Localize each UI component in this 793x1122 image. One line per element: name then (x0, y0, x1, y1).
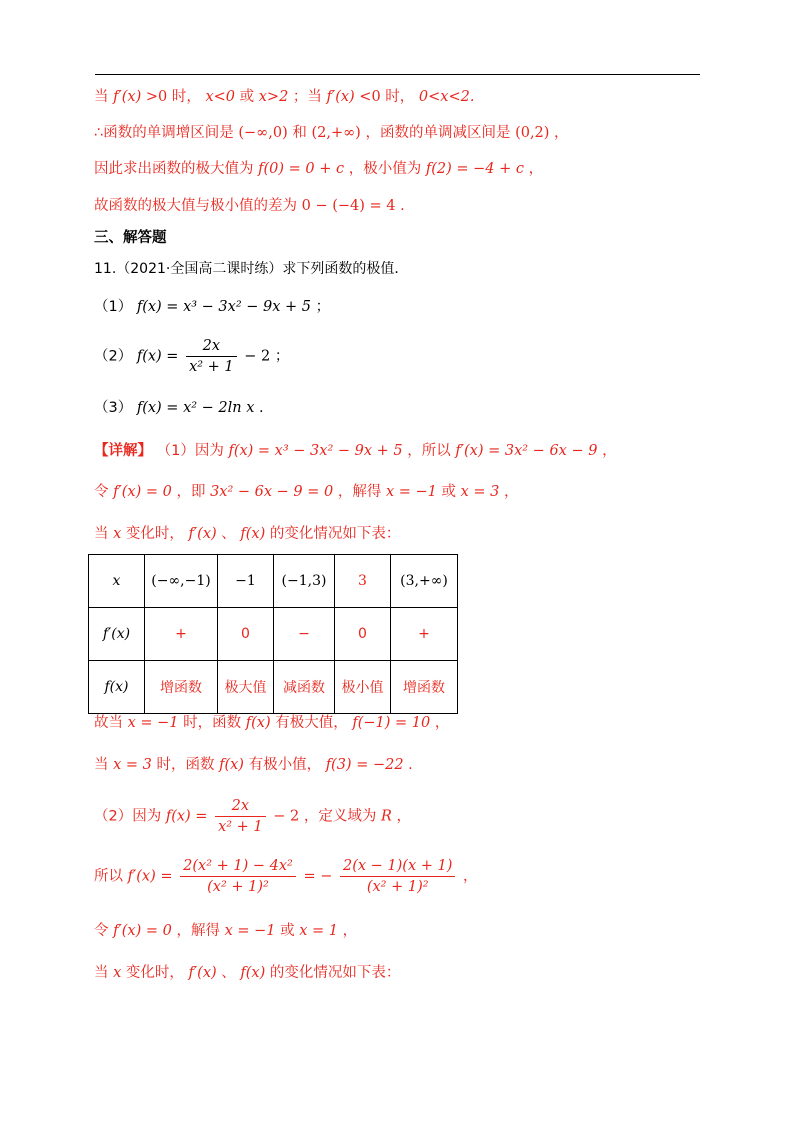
table-cell: + (391, 608, 458, 661)
text: . (400, 198, 405, 214)
solution-line-6 (94, 796, 411, 837)
text: ；当 (292, 89, 322, 105)
math: f(−1) = 10 (352, 715, 431, 731)
text: 令 (94, 923, 109, 939)
text: ， (504, 484, 519, 500)
continuation-line-1 (94, 86, 474, 108)
table-row (89, 608, 458, 661)
table-cell: 极大值 (218, 661, 274, 714)
solution-line-9 (94, 962, 400, 984)
text: 或 (280, 923, 295, 939)
table-row (89, 555, 458, 608)
fraction-denominator: (x² + 1)² (180, 876, 296, 897)
table-cell: 增函数 (391, 661, 458, 714)
text: 当 (94, 757, 109, 773)
math: 0<x<2. (418, 89, 475, 105)
math: x (113, 965, 122, 981)
table-cell: (−∞,−1) (145, 555, 218, 608)
math: f(x) = (136, 348, 179, 365)
math: f(x) = (165, 808, 208, 825)
header-rule (95, 74, 700, 75)
text: 当 (94, 89, 109, 105)
math: 0 − (−4) = 4 (301, 198, 396, 214)
solution-line-7 (94, 856, 478, 897)
text: ，即 (176, 484, 206, 500)
table-cell: 极小值 (335, 661, 391, 714)
math: f(2) = −4 + c (425, 161, 524, 177)
text: ，解得 (337, 484, 382, 500)
text: ，函数的单调减区间是 (365, 125, 511, 141)
text: 当 (94, 526, 109, 542)
table-cell: 增函数 (145, 661, 218, 714)
table-cell: −1 (218, 555, 274, 608)
fraction-numerator: 2(x² + 1) − 4x² (183, 858, 293, 874)
math: f(x) (240, 526, 266, 542)
math: x = −1 (127, 715, 179, 731)
text: ， (463, 868, 478, 885)
fraction (186, 336, 237, 377)
part-label: （1） (94, 299, 133, 315)
text: 令 (94, 484, 109, 500)
table-cell: (3,+∞) (391, 555, 458, 608)
solution-line-1 (94, 440, 617, 462)
text: 时，函数 (156, 757, 215, 773)
math: f(x) = x³ − 3x² − 9x + 5 (228, 443, 403, 459)
math: f(x) (240, 965, 266, 981)
part-label: （3） (94, 400, 133, 416)
table-row (89, 661, 458, 714)
math: R (380, 808, 392, 825)
text: 、 (221, 965, 236, 981)
text: ， (528, 161, 544, 177)
math: f(x) = x² − 2ln x (136, 400, 255, 416)
math: f(3) = −22 (325, 757, 404, 773)
text: 因此求出函数的极大值为 (94, 161, 254, 177)
fraction-numerator: 2x (231, 798, 250, 814)
part-label: （2） (94, 348, 133, 365)
math: f(x) = x³ − 3x² − 9x + 5 (136, 299, 312, 315)
table-cell: x (89, 555, 145, 608)
fraction (340, 856, 455, 897)
math: f(x) (245, 715, 271, 731)
text: ，所以 (407, 443, 451, 459)
continuation-line-3 (94, 158, 543, 180)
solution-line-2 (94, 481, 519, 503)
text: （2）因为 (94, 808, 162, 825)
text: ∴函数的单调增区间是 (94, 125, 234, 141)
math: f′(x) = 0 (113, 923, 172, 939)
table-cell: (−1,3) (274, 555, 335, 608)
text: ； (315, 299, 331, 315)
math: = − (303, 868, 333, 885)
problem-part-2 (94, 336, 289, 377)
math: x = −1 (224, 923, 276, 939)
math: x = 3 (113, 757, 152, 773)
text: 时， (171, 89, 201, 105)
table-cell: − (274, 608, 335, 661)
math: <0 (359, 89, 381, 105)
text: 故当 (94, 715, 123, 731)
math: − 2 (273, 808, 300, 825)
text: 或 (441, 484, 457, 500)
text: ， (554, 125, 569, 141)
math: f′(x) (188, 965, 217, 981)
math: x = −1 (385, 484, 437, 500)
math: f(0) = 0 + c (258, 161, 345, 177)
text: ； (274, 348, 290, 365)
fraction-denominator: (x² + 1)² (340, 876, 455, 897)
text: ， (602, 443, 617, 459)
math: >0 (145, 89, 168, 105)
text: 所以 (94, 868, 123, 885)
text: 、 (221, 526, 236, 542)
continuation-line-2 (94, 122, 569, 144)
problem-stem: 11.（2021·全国高二课时练）求下列函数的极值． (94, 261, 409, 277)
text: 有极大值， (275, 715, 348, 731)
table-cell: 0 (218, 608, 274, 661)
table-cell: 0 (335, 608, 391, 661)
math: 3x² − 6x − 9 = 0 (210, 484, 334, 500)
math: f′(x) = (127, 868, 173, 885)
solution-line-3 (94, 523, 400, 545)
text: 变化时， (125, 965, 184, 981)
text: ， (342, 923, 358, 939)
text: ，定义域为 (303, 808, 377, 825)
text: ， (396, 808, 412, 825)
table-cell: f′(x) (89, 608, 145, 661)
solution-line-4 (94, 712, 449, 734)
text: 时， (385, 89, 415, 105)
fraction-denominator: x² + 1 (186, 356, 237, 377)
text: ， (434, 715, 450, 731)
continuation-line-4 (94, 195, 405, 217)
math: x>2 (258, 89, 289, 105)
solution-line-5 (94, 754, 413, 776)
math: x = 1 (299, 923, 338, 939)
math: f′(x) = 0 (113, 484, 172, 500)
text: 和 (292, 125, 307, 141)
fraction (180, 856, 296, 897)
text: ，解得 (176, 923, 220, 939)
math: − 2 (244, 348, 271, 365)
text: （1）因为 (156, 443, 224, 459)
text: 的变化情况如下表： (269, 965, 401, 981)
fraction-numerator: 2x (202, 338, 221, 354)
math-fprime: f′(x) (326, 89, 355, 105)
fraction (215, 796, 266, 837)
fraction-numerator: 2(x − 1)(x + 1) (343, 858, 453, 874)
text: 或 (239, 89, 255, 105)
math: x = 3 (460, 484, 500, 500)
text: 的变化情况如下表： (269, 526, 401, 542)
math: f′(x) = 3x² − 6x − 9 (455, 443, 598, 459)
table-cell: 减函数 (274, 661, 335, 714)
text: 有极小值， (248, 757, 322, 773)
math: x (113, 526, 122, 542)
text: 当 (94, 965, 109, 981)
section-title: 三、解答题 (94, 230, 167, 246)
text: 时，函数 (183, 715, 242, 731)
math: f′(x) (188, 526, 217, 542)
detail-tag: 【详解】 (94, 443, 152, 459)
text: 故函数的极大值与极小值的差为 (94, 198, 297, 214)
text: . (259, 400, 264, 416)
math: f(x) (219, 757, 244, 773)
math: x<0 (205, 89, 236, 105)
fraction-denominator: x² + 1 (215, 816, 266, 837)
text: ，极小值为 (348, 161, 422, 177)
text: . (408, 757, 413, 773)
text: 变化时， (125, 526, 184, 542)
math-interval: (−∞,0) (238, 125, 288, 141)
table-cell: + (145, 608, 218, 661)
variation-table-1 (88, 554, 458, 714)
math-interval: (2,+∞) (311, 125, 361, 141)
table-cell: 3 (335, 555, 391, 608)
math-fprime: f′(x) (113, 89, 142, 105)
math-interval: (0,2) (515, 125, 550, 141)
table-cell: f(x) (89, 661, 145, 714)
problem-part-3 (94, 397, 264, 419)
problem-part-1 (94, 296, 330, 318)
solution-line-8 (94, 920, 357, 942)
